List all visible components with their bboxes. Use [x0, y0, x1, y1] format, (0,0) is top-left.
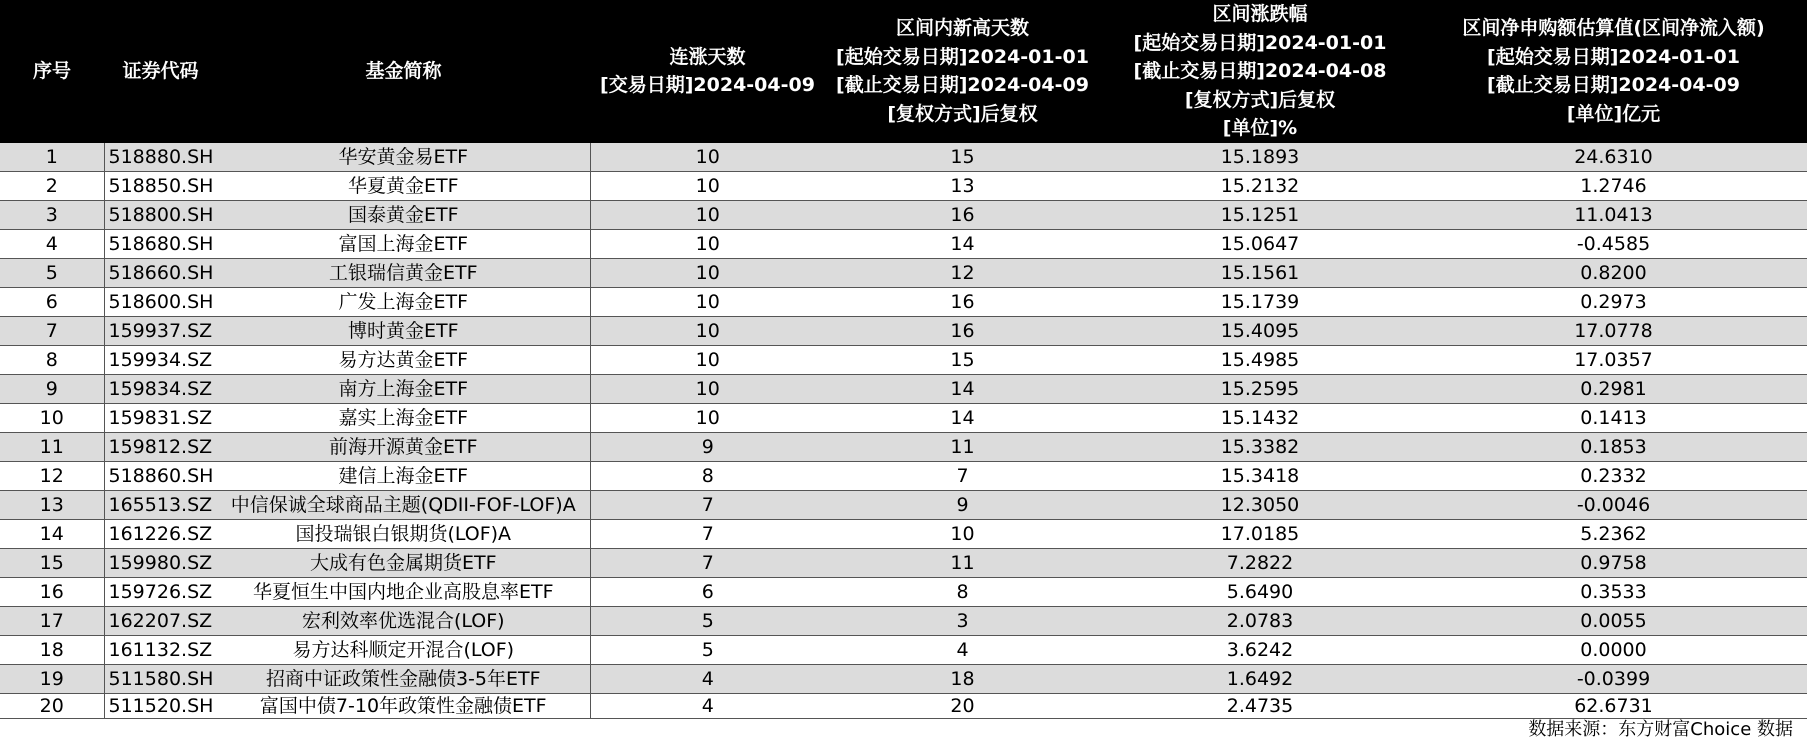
cell-index[interactable]: 20 — [0, 693, 104, 718]
cell-range-change[interactable]: 15.1561 — [1100, 258, 1420, 287]
cell-net-subscription[interactable]: 0.1853 — [1420, 432, 1807, 461]
cell-consecutive-rise-days[interactable]: 10 — [590, 287, 825, 316]
cell-name[interactable]: 中信保诚全球商品主题(QDII-FOF-LOF)A — [217, 490, 590, 519]
cell-consecutive-rise-days[interactable]: 10 — [590, 171, 825, 200]
cell-range-change[interactable]: 15.3418 — [1100, 461, 1420, 490]
header-line: [复权方式]后复权 — [1184, 88, 1336, 111]
cell-index[interactable]: 8 — [0, 345, 104, 374]
cell-code[interactable]: 159937.SZ — [104, 316, 217, 345]
table-row[interactable] — [0, 143, 1807, 172]
cell-net-subscription[interactable]: 0.0055 — [1420, 606, 1807, 635]
cell-net-subscription[interactable]: 0.0000 — [1420, 635, 1807, 664]
header-line: [截止交易日期]2024-04-08 — [1133, 60, 1387, 82]
table-row[interactable] — [0, 374, 1807, 403]
table-row[interactable] — [0, 664, 1807, 693]
cell-net-subscription[interactable]: 11.0413 — [1420, 200, 1807, 229]
header-code[interactable] — [104, 0, 217, 143]
cell-range-change[interactable]: 15.3382 — [1100, 432, 1420, 461]
cell-range-change[interactable]: 15.2132 — [1100, 171, 1420, 200]
cell-new-high-days[interactable]: 13 — [825, 171, 1100, 200]
header-line: [起始交易日期]2024-01-01 — [1133, 31, 1387, 54]
cell-index[interactable]: 11 — [0, 432, 104, 461]
cell-range-change[interactable]: 15.1739 — [1100, 287, 1420, 316]
cell-net-subscription[interactable]: 0.2981 — [1420, 374, 1807, 403]
cell-name[interactable]: 前海开源黄金ETF — [217, 432, 590, 461]
cell-consecutive-rise-days[interactable]: 7 — [590, 519, 825, 548]
cell-range-change[interactable]: 12.3050 — [1100, 490, 1420, 519]
cell-code[interactable]: 159726.SZ — [104, 577, 217, 606]
cell-net-subscription[interactable]: 24.6310 — [1420, 143, 1807, 172]
cell-index[interactable]: 3 — [0, 200, 104, 229]
cell-name[interactable]: 华夏黄金ETF — [217, 171, 590, 200]
cell-name[interactable]: 宏利效率优选混合(LOF) — [217, 606, 590, 635]
table-row[interactable] — [0, 635, 1807, 664]
cell-range-change[interactable]: 1.6492 — [1100, 664, 1420, 693]
table-row[interactable] — [0, 171, 1807, 200]
cell-name[interactable]: 工银瑞信黄金ETF — [217, 258, 590, 287]
cell-consecutive-rise-days[interactable]: 10 — [590, 316, 825, 345]
cell-consecutive-rise-days[interactable]: 6 — [590, 577, 825, 606]
cell-net-subscription[interactable]: 0.2973 — [1420, 287, 1807, 316]
cell-new-high-days[interactable]: 16 — [825, 316, 1100, 345]
cell-new-high-days[interactable]: 10 — [825, 519, 1100, 548]
data-source-note: 数据来源：东方财富Choice 数据 — [1528, 719, 1793, 740]
cell-code[interactable]: 518680.SH — [104, 229, 217, 258]
cell-net-subscription[interactable]: 0.8200 — [1420, 258, 1807, 287]
header-row — [0, 0, 1807, 143]
header-index[interactable] — [0, 0, 104, 143]
header-line: 序号 — [32, 60, 71, 82]
cell-name[interactable]: 华夏恒生中国内地企业高股息率ETF — [217, 577, 590, 606]
cell-index[interactable]: 16 — [0, 577, 104, 606]
cell-consecutive-rise-days[interactable]: 10 — [590, 200, 825, 229]
cell-new-high-days[interactable]: 20 — [825, 693, 1100, 718]
cell-new-high-days[interactable]: 12 — [825, 258, 1100, 287]
cell-consecutive-rise-days[interactable]: 4 — [590, 693, 825, 718]
cell-code[interactable]: 159934.SZ — [104, 345, 217, 374]
cell-code[interactable]: 518880.SH — [104, 143, 217, 172]
cell-code[interactable]: 518860.SH — [104, 461, 217, 490]
table-row[interactable] — [0, 577, 1807, 606]
cell-index[interactable]: 2 — [0, 171, 104, 200]
table-row[interactable] — [0, 403, 1807, 432]
cell-net-subscription[interactable]: -0.4585 — [1420, 229, 1807, 258]
cell-net-subscription[interactable]: 5.2362 — [1420, 519, 1807, 548]
cell-new-high-days[interactable]: 16 — [825, 200, 1100, 229]
table-header — [0, 0, 1807, 143]
cell-index[interactable]: 19 — [0, 664, 104, 693]
cell-index[interactable]: 6 — [0, 287, 104, 316]
cell-code[interactable]: 162207.SZ — [104, 606, 217, 635]
table-row[interactable] — [0, 316, 1807, 345]
table-row[interactable] — [0, 345, 1807, 374]
cell-name[interactable]: 博时黄金ETF — [217, 316, 590, 345]
cell-range-change[interactable]: 7.2822 — [1100, 548, 1420, 577]
cell-consecutive-rise-days[interactable]: 5 — [590, 635, 825, 664]
cell-name[interactable]: 易方达黄金ETF — [217, 345, 590, 374]
cell-new-high-days[interactable]: 14 — [825, 229, 1100, 258]
cell-code[interactable]: 159980.SZ — [104, 548, 217, 577]
cell-name[interactable]: 富国中债7-10年政策性金融债ETF — [217, 693, 590, 718]
cell-net-subscription[interactable]: 0.9758 — [1420, 548, 1807, 577]
header-line: [起始交易日期]2024-01-01 — [836, 45, 1089, 68]
cell-index[interactable]: 9 — [0, 374, 104, 403]
cell-name[interactable]: 广发上海金ETF — [217, 287, 590, 316]
cell-new-high-days[interactable]: 11 — [825, 432, 1100, 461]
cell-range-change[interactable]: 15.4985 — [1100, 345, 1420, 374]
header-line: [单位]亿元 — [1566, 102, 1661, 125]
cell-name[interactable]: 国泰黄金ETF — [217, 200, 590, 229]
cell-new-high-days[interactable]: 15 — [825, 345, 1100, 374]
cell-new-high-days[interactable]: 8 — [825, 577, 1100, 606]
cell-range-change[interactable]: 15.1432 — [1100, 403, 1420, 432]
table-row[interactable] — [0, 490, 1807, 519]
cell-net-subscription[interactable]: 17.0357 — [1420, 345, 1807, 374]
header-line: 区间涨跌幅 — [1212, 3, 1308, 25]
cell-index[interactable]: 13 — [0, 490, 104, 519]
cell-net-subscription[interactable]: 1.2746 — [1420, 171, 1807, 200]
cell-code[interactable]: 511580.SH — [104, 664, 217, 693]
table-row[interactable] — [0, 200, 1807, 229]
table-row[interactable] — [0, 287, 1807, 316]
cell-range-change[interactable]: 3.6242 — [1100, 635, 1420, 664]
cell-consecutive-rise-days[interactable]: 10 — [590, 258, 825, 287]
cell-new-high-days[interactable]: 4 — [825, 635, 1100, 664]
cell-range-change[interactable]: 15.0647 — [1100, 229, 1420, 258]
table-row[interactable] — [0, 461, 1807, 490]
cell-range-change[interactable]: 15.1251 — [1100, 200, 1420, 229]
cell-net-subscription[interactable]: 0.3533 — [1420, 577, 1807, 606]
header-range-change[interactable] — [1100, 0, 1420, 143]
cell-code[interactable]: 518800.SH — [104, 200, 217, 229]
cell-range-change[interactable]: 15.2595 — [1100, 374, 1420, 403]
cell-code[interactable]: 518660.SH — [104, 258, 217, 287]
cell-range-change[interactable]: 2.4735 — [1100, 693, 1420, 718]
header-line: [起始交易日期]2024-01-01 — [1487, 45, 1740, 68]
table-row[interactable] — [0, 258, 1807, 287]
header-line: [截止交易日期]2024-04-09 — [1487, 74, 1740, 97]
header-line: [截止交易日期]2024-04-09 — [836, 74, 1089, 97]
cell-consecutive-rise-days[interactable]: 4 — [590, 664, 825, 693]
cell-index[interactable]: 15 — [0, 548, 104, 577]
cell-index[interactable]: 4 — [0, 229, 104, 258]
cell-name[interactable]: 国投瑞银白银期货(LOF)A — [217, 519, 590, 548]
cell-new-high-days[interactable]: 11 — [825, 548, 1100, 577]
cell-consecutive-rise-days[interactable]: 10 — [590, 374, 825, 403]
cell-name[interactable]: 大成有色金属期货ETF — [217, 548, 590, 577]
cell-net-subscription[interactable]: -0.0399 — [1420, 664, 1807, 693]
header-line: [单位]% — [1222, 117, 1298, 139]
cell-name[interactable]: 南方上海金ETF — [217, 374, 590, 403]
header-line: 区间净申购额估算值(区间净流入额) — [1462, 17, 1765, 40]
cell-consecutive-rise-days[interactable]: 7 — [590, 490, 825, 519]
header-line: 连涨天数 — [669, 45, 746, 68]
cell-new-high-days[interactable]: 15 — [825, 143, 1100, 172]
cell-code[interactable]: 518600.SH — [104, 287, 217, 316]
cell-new-high-days[interactable]: 7 — [825, 461, 1100, 490]
cell-code[interactable]: 165513.SZ — [104, 490, 217, 519]
cell-name[interactable]: 建信上海金ETF — [217, 461, 590, 490]
cell-new-high-days[interactable]: 9 — [825, 490, 1100, 519]
header-line: [复权方式]后复权 — [887, 102, 1038, 125]
cell-consecutive-rise-days[interactable]: 10 — [590, 143, 825, 172]
cell-name[interactable]: 富国上海金ETF — [217, 229, 590, 258]
header-line: [交易日期]2024-04-09 — [600, 74, 815, 97]
table-row[interactable] — [0, 548, 1807, 577]
cell-code[interactable]: 161226.SZ — [104, 519, 217, 548]
cell-net-subscription[interactable]: 62.6731 — [1420, 693, 1807, 718]
cell-new-high-days[interactable]: 3 — [825, 606, 1100, 635]
cell-consecutive-rise-days[interactable]: 9 — [590, 432, 825, 461]
table-row[interactable] — [0, 519, 1807, 548]
cell-range-change[interactable]: 17.0185 — [1100, 519, 1420, 548]
cell-name[interactable]: 嘉实上海金ETF — [217, 403, 590, 432]
table-row[interactable] — [0, 432, 1807, 461]
cell-range-change[interactable]: 5.6490 — [1100, 577, 1420, 606]
cell-code[interactable]: 511520.SH — [104, 693, 217, 718]
cell-code[interactable]: 161132.SZ — [104, 635, 217, 664]
cell-consecutive-rise-days[interactable]: 10 — [590, 403, 825, 432]
cell-code[interactable]: 159834.SZ — [104, 374, 217, 403]
cell-code[interactable]: 159831.SZ — [104, 403, 217, 432]
cell-net-subscription[interactable]: 17.0778 — [1420, 316, 1807, 345]
cell-index[interactable]: 10 — [0, 403, 104, 432]
header-new-high-days[interactable] — [825, 0, 1100, 143]
cell-name[interactable]: 招商中证政策性金融债3-5年ETF — [217, 664, 590, 693]
cell-new-high-days[interactable]: 16 — [825, 287, 1100, 316]
cell-new-high-days[interactable]: 14 — [825, 374, 1100, 403]
cell-name[interactable]: 易方达科顺定开混合(LOF) — [217, 635, 590, 664]
cell-name[interactable]: 华安黄金易ETF — [217, 143, 590, 172]
cell-code[interactable]: 159812.SZ — [104, 432, 217, 461]
table-row[interactable] — [0, 229, 1807, 258]
cell-consecutive-rise-days[interactable]: 7 — [590, 548, 825, 577]
cell-net-subscription[interactable]: 0.1413 — [1420, 403, 1807, 432]
cell-net-subscription[interactable]: 0.2332 — [1420, 461, 1807, 490]
cell-index[interactable]: 7 — [0, 316, 104, 345]
table-row[interactable] — [0, 606, 1807, 635]
cell-new-high-days[interactable]: 14 — [825, 403, 1100, 432]
cell-consecutive-rise-days[interactable]: 10 — [590, 345, 825, 374]
cell-index[interactable]: 1 — [0, 143, 104, 172]
cell-new-high-days[interactable]: 18 — [825, 664, 1100, 693]
cell-consecutive-rise-days[interactable]: 5 — [590, 606, 825, 635]
cell-net-subscription[interactable]: -0.0046 — [1420, 490, 1807, 519]
header-line: 区间内新高天数 — [895, 17, 1029, 40]
cell-range-change[interactable]: 15.1893 — [1100, 143, 1420, 172]
header-net-subscription[interactable] — [1420, 0, 1807, 143]
cell-consecutive-rise-days[interactable]: 8 — [590, 461, 825, 490]
header-line: 证券代码 — [122, 60, 199, 82]
cell-range-change[interactable]: 15.4095 — [1100, 316, 1420, 345]
cell-index[interactable]: 18 — [0, 635, 104, 664]
header-consecutive-rise-days[interactable] — [590, 0, 825, 143]
cell-code[interactable]: 518850.SH — [104, 171, 217, 200]
header-name[interactable] — [217, 0, 590, 143]
cell-index[interactable]: 5 — [0, 258, 104, 287]
cell-index[interactable]: 14 — [0, 519, 104, 548]
cell-consecutive-rise-days[interactable]: 10 — [590, 229, 825, 258]
cell-index[interactable]: 12 — [0, 461, 104, 490]
cell-range-change[interactable]: 2.0783 — [1100, 606, 1420, 635]
table-row[interactable] — [0, 693, 1807, 718]
header-line: 基金简称 — [365, 60, 442, 82]
table-body — [0, 143, 1807, 719]
cell-index[interactable]: 17 — [0, 606, 104, 635]
